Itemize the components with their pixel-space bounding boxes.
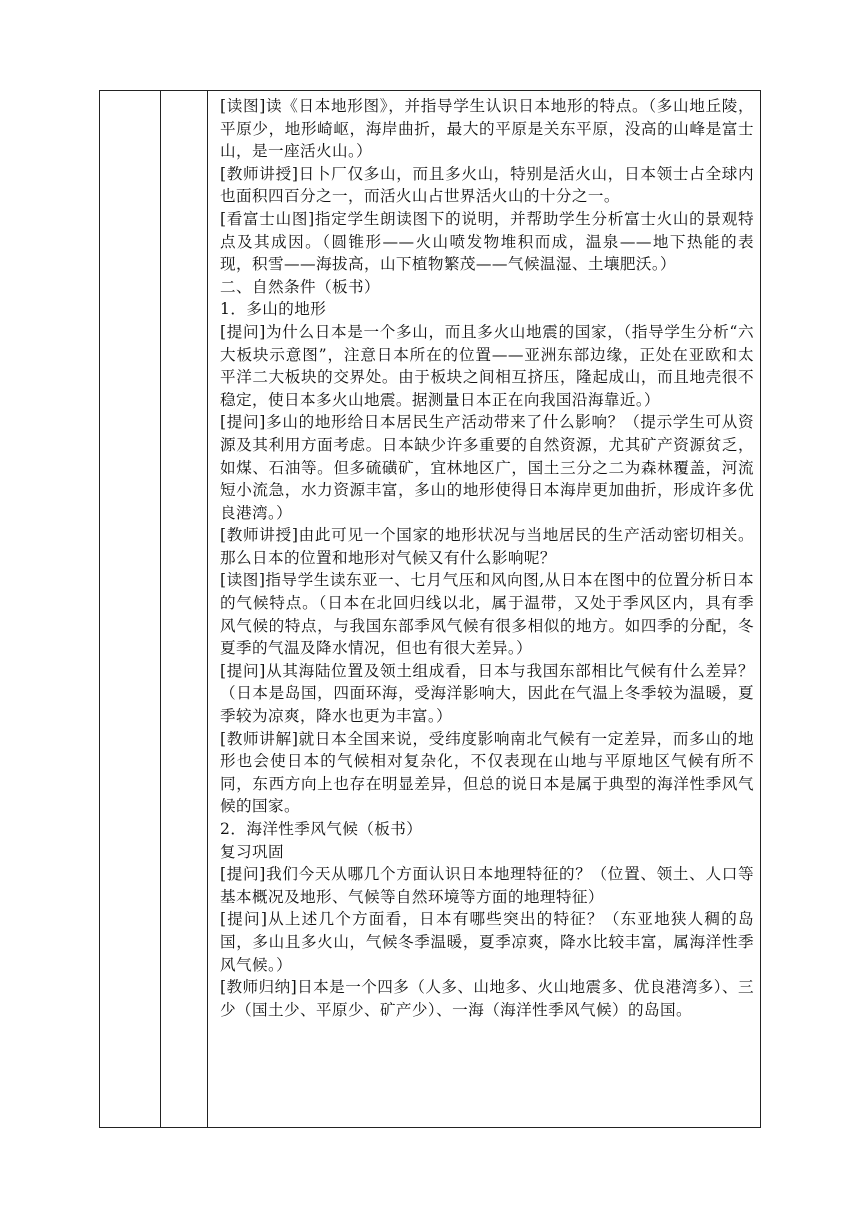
paragraph: [提问]为什么日本是一个多山，而且多火山地震的国家，（指导学生分析“六大板块示意图”，注意日本所在的位置——亚洲东部边缘，正处在亚欧和太平洋二大板块的交界处。由于板块之间相互挤压，隆起成山，而且地壳很不稳定，使日本多火山地震。据测量日本正在向我国沿海靠近。）: [220, 322, 754, 409]
subsection-heading: 1．多山的地形: [220, 300, 327, 319]
lesson-plan-table: [99, 90, 761, 1128]
paragraph: [读图]指导学生读东亚一、七月气压和风向图,从日本在图中的位置分析日本的气候特点。（日本在北回归线以北，属于温带，又处于季风区内，具有季风气候的特点，与我国东部季风气候有很多相似的地方。如四季的分配，冬夏季的气温及降水情况，但也有很大差异。）: [220, 571, 754, 658]
paragraph: [提问]从上述几个方面看，日本有哪些突出的特征？（东亚地狭人稠的岛国，多山且多火山，气候冬季温暖，夏季凉爽，降水比较丰富，属海洋性季风气候。）: [220, 910, 754, 974]
paragraph: [提问]多山的地形给日本居民生产活动带来了什么影响？（提示学生可从资源及其利用方面考虑。日本缺少许多重要的自然资源，尤其矿产资源贫乏，如煤、石油等。但多硫磺矿，宜林地区广，国土三分之二为森林覆盖，河流短小流急，水力资源丰富，多山的地形使得日本海岸更加曲折，形成许多优良港湾。）: [220, 413, 754, 522]
subsection-heading: 2．海洋性季风气候（板书）: [220, 820, 423, 838]
paragraph: [看富士山图]指定学生朗读图下的说明，并帮助学生分析富士火山的景观特点及其成因。（圆锥形——火山喷发物堆积而成，温泉——地下热能的表现，积雪——海拔高，山下植物繁茂——气候温湿、土壤肥沃。）: [220, 209, 754, 274]
paragraph: [教师讲授]由此可见一个国家的地形状况与当地居民的生产活动密切相关。那么日本的位置和地形对气候又有什么影响呢？: [220, 526, 754, 567]
table-row: [100, 91, 761, 1128]
lesson-content: [220, 95, 754, 1021]
paragraph: [读图]读《日本地形图》，并指导学生认识日本地形的特点。（多山地丘陵，平原少，地形崎岖，海岸曲折，最大的平原是关东平原，没高的山峰是富士山，是一座活火山。）: [220, 97, 754, 161]
lesson-content-cell: [208, 91, 761, 1128]
empty-column-2: [161, 91, 208, 1128]
paragraph: [提问]从其海陆位置及领土组成看，日本与我国东部相比气候有什么差异？（日本是岛国，四面环海，受海洋影响大，因此在气温上冬季较为温暖，夏季较为凉爽，降水也更为丰富。）: [220, 661, 754, 726]
paragraph: [教师归纳]日本是一个四多（人多、山地多、火山地震多、优良港湾多）、三少（国土少、平原少、矿产少）、一海（海洋性季风气候）的岛国。: [220, 978, 754, 1019]
paragraph: [教师讲解]就日本全国来说，受纬度影响南北气候有一定差异，而多山的地形也会使日本的气候相对复杂化，不仅表现在山地与平原地区气候有所不同，东西方向上也存在明显差异，但总的说日本是属于典型的海洋性季风气候的国家。: [220, 729, 754, 816]
section-heading: 二、自然条件（板书）: [220, 277, 380, 296]
empty-column-1: [100, 91, 161, 1128]
paragraph: [提问]我们今天从哪几个方面认识日本地理特征的？（位置、领土、人口等基本概况及地形、气候等自然环境等方面的地理特征）: [220, 865, 754, 906]
paragraph: [教师讲授]日卜厂仅多山，而且多火山，特别是活火山，日本领士占全球内也面积四百分之一，而活火山占世界活火山的十分之一。: [220, 164, 754, 206]
section-heading: 复习巩固: [220, 842, 284, 861]
